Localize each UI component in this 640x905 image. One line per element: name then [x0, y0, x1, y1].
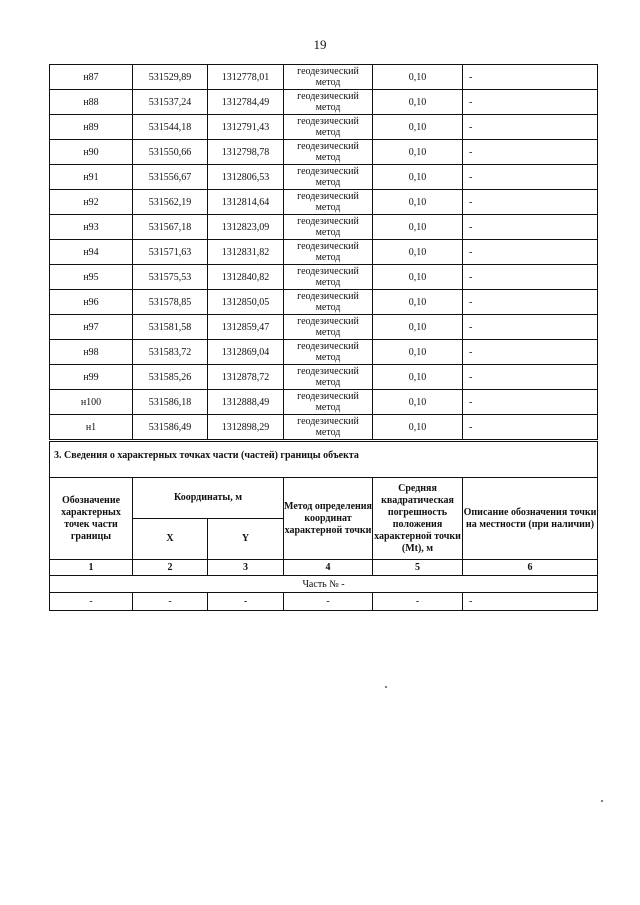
method-cell: геодезический метод [284, 315, 373, 340]
point-cell: н95 [50, 265, 133, 290]
point-cell: н92 [50, 190, 133, 215]
header-accuracy: Средняя квадратическая погрешность положения характерной точки (Mt), м [373, 478, 463, 560]
method-cell: геодезический метод [284, 115, 373, 140]
table-row [50, 265, 598, 290]
method-cell: геодезический метод [284, 90, 373, 115]
x-coordinate-cell: 531544,18 [133, 115, 208, 140]
accuracy-cell: 0,10 [373, 215, 463, 240]
description-cell: - [463, 65, 598, 90]
header-coordinates: Координаты, м [133, 478, 284, 519]
section-title: 3. Сведения о характерных точках части (частей) границы объекта [50, 442, 598, 478]
point-cell: н97 [50, 315, 133, 340]
column-number: 5 [373, 560, 463, 576]
x-coordinate-cell: 531578,85 [133, 290, 208, 315]
point-cell: н90 [50, 140, 133, 165]
accuracy-cell: 0,10 [373, 265, 463, 290]
accuracy-cell: 0,10 [373, 240, 463, 265]
header-designation: Обозначение характерных точек части границы [50, 478, 133, 560]
scan-speck [601, 800, 603, 802]
point-cell: н88 [50, 90, 133, 115]
y-coordinate-cell: 1312878,72 [208, 365, 284, 390]
empty-cell: - [373, 593, 463, 611]
y-coordinate-cell: 1312859,47 [208, 315, 284, 340]
table-row [50, 290, 598, 315]
empty-cell: - [284, 593, 373, 611]
column-number: 6 [463, 560, 598, 576]
y-coordinate-cell: 1312791,43 [208, 115, 284, 140]
accuracy-cell: 0,10 [373, 315, 463, 340]
x-coordinate-cell: 531571,63 [133, 240, 208, 265]
table-row [50, 315, 598, 340]
accuracy-cell: 0,10 [373, 290, 463, 315]
column-number: 3 [208, 560, 284, 576]
accuracy-cell: 0,10 [373, 415, 463, 440]
description-cell: - [463, 390, 598, 415]
point-cell: н99 [50, 365, 133, 390]
method-cell: геодезический метод [284, 140, 373, 165]
x-coordinate-cell: 531586,49 [133, 415, 208, 440]
page-number: 19 [313, 37, 327, 52]
y-coordinate-cell: 1312840,82 [208, 265, 284, 290]
description-cell: - [463, 415, 598, 440]
part-boundary-table [49, 441, 598, 611]
description-cell: - [463, 340, 598, 365]
method-cell: геодезический метод [284, 290, 373, 315]
table-row [50, 340, 598, 365]
method-cell: геодезический метод [284, 240, 373, 265]
point-cell: н94 [50, 240, 133, 265]
column-number: 2 [133, 560, 208, 576]
header-method: Метод определения координат характерной точки [284, 478, 373, 560]
table-row [50, 165, 598, 190]
x-coordinate-cell: 531529,89 [133, 65, 208, 90]
header-y: Y [208, 519, 284, 560]
description-cell: - [463, 140, 598, 165]
point-cell: н100 [50, 390, 133, 415]
x-coordinate-cell: 531550,66 [133, 140, 208, 165]
empty-cell: - [133, 593, 208, 611]
point-cell: н87 [50, 65, 133, 90]
x-coordinate-cell: 531575,53 [133, 265, 208, 290]
y-coordinate-cell: 1312784,49 [208, 90, 284, 115]
y-coordinate-cell: 1312814,64 [208, 190, 284, 215]
scan-speck [385, 686, 387, 688]
y-coordinate-cell: 1312831,82 [208, 240, 284, 265]
header-x: X [133, 519, 208, 560]
description-cell: - [463, 290, 598, 315]
accuracy-cell: 0,10 [373, 365, 463, 390]
table-row [50, 90, 598, 115]
part-label: Часть № - [50, 576, 598, 593]
description-cell: - [463, 90, 598, 115]
method-cell: геодезический метод [284, 415, 373, 440]
accuracy-cell: 0,10 [373, 390, 463, 415]
method-cell: геодезический метод [284, 65, 373, 90]
y-coordinate-cell: 1312869,04 [208, 340, 284, 365]
method-cell: геодезический метод [284, 165, 373, 190]
coordinates-table [49, 64, 598, 440]
column-number: 4 [284, 560, 373, 576]
header-description: Описание обозначения точки на местности (при наличии) [463, 478, 598, 560]
method-cell: геодезический метод [284, 365, 373, 390]
x-coordinate-cell: 531537,24 [133, 90, 208, 115]
method-cell: геодезический метод [284, 265, 373, 290]
accuracy-cell: 0,10 [373, 140, 463, 165]
accuracy-cell: 0,10 [373, 190, 463, 215]
method-cell: геодезический метод [284, 215, 373, 240]
empty-cell: - [50, 593, 133, 611]
point-cell: н96 [50, 290, 133, 315]
description-cell: - [463, 315, 598, 340]
x-coordinate-cell: 531556,67 [133, 165, 208, 190]
point-cell: н89 [50, 115, 133, 140]
method-cell: геодезический метод [284, 390, 373, 415]
point-cell: н91 [50, 165, 133, 190]
table-row [50, 365, 598, 390]
y-coordinate-cell: 1312850,05 [208, 290, 284, 315]
point-cell: н1 [50, 415, 133, 440]
accuracy-cell: 0,10 [373, 115, 463, 140]
empty-cell: - [463, 593, 598, 611]
x-coordinate-cell: 531585,26 [133, 365, 208, 390]
x-coordinate-cell: 531581,58 [133, 315, 208, 340]
table-row [50, 215, 598, 240]
description-cell: - [463, 240, 598, 265]
y-coordinate-cell: 1312806,53 [208, 165, 284, 190]
x-coordinate-cell: 531567,18 [133, 215, 208, 240]
accuracy-cell: 0,10 [373, 340, 463, 365]
column-number: 1 [50, 560, 133, 576]
y-coordinate-cell: 1312778,01 [208, 65, 284, 90]
y-coordinate-cell: 1312823,09 [208, 215, 284, 240]
table-row [50, 190, 598, 215]
table-row [50, 115, 598, 140]
method-cell: геодезический метод [284, 190, 373, 215]
x-coordinate-cell: 531562,19 [133, 190, 208, 215]
description-cell: - [463, 215, 598, 240]
empty-cell: - [208, 593, 284, 611]
y-coordinate-cell: 1312898,29 [208, 415, 284, 440]
description-cell: - [463, 165, 598, 190]
table-row [50, 140, 598, 165]
accuracy-cell: 0,10 [373, 90, 463, 115]
description-cell: - [463, 265, 598, 290]
y-coordinate-cell: 1312888,49 [208, 390, 284, 415]
table-row [50, 65, 598, 90]
x-coordinate-cell: 531586,18 [133, 390, 208, 415]
x-coordinate-cell: 531583,72 [133, 340, 208, 365]
description-cell: - [463, 190, 598, 215]
point-cell: н93 [50, 215, 133, 240]
description-cell: - [463, 365, 598, 390]
table-row [50, 390, 598, 415]
y-coordinate-cell: 1312798,78 [208, 140, 284, 165]
accuracy-cell: 0,10 [373, 65, 463, 90]
table-row [50, 240, 598, 265]
point-cell: н98 [50, 340, 133, 365]
table-row [50, 415, 598, 440]
method-cell: геодезический метод [284, 340, 373, 365]
accuracy-cell: 0,10 [373, 165, 463, 190]
description-cell: - [463, 115, 598, 140]
